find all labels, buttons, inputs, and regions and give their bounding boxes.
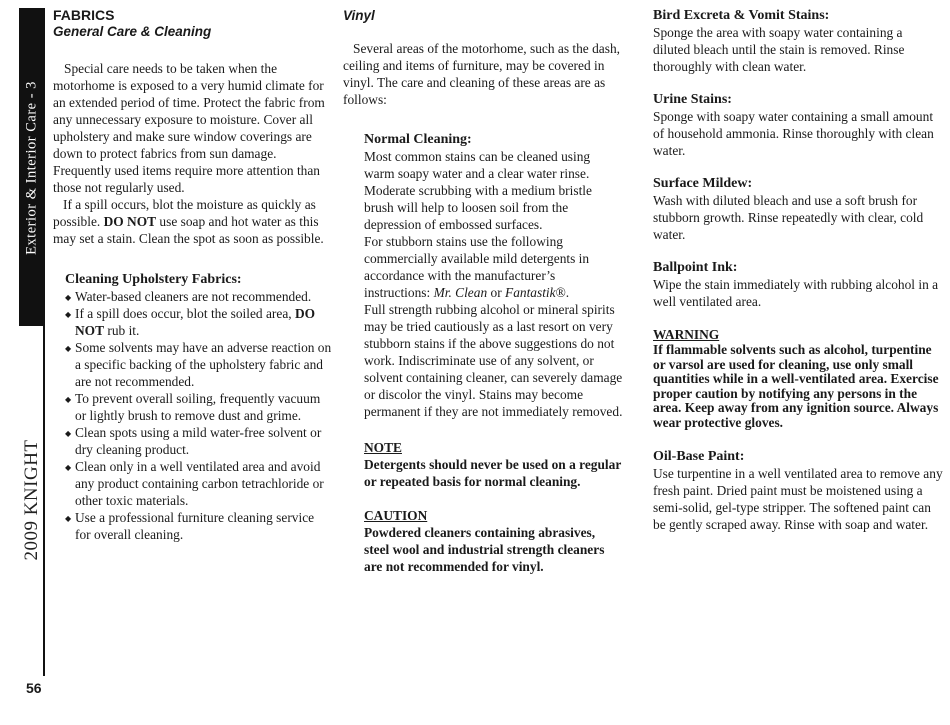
column-vinyl — [343, 7, 623, 575]
page-number: 56 — [26, 680, 42, 696]
subheading: Bird Excreta & Vomit Stains: — [653, 8, 830, 23]
paragraph — [53, 196, 333, 247]
list-item: ◆ Some solvents may have an adverse reaction on a specific backing of the upholstery fabric and are not recommended. — [53, 339, 333, 390]
paragraph — [364, 233, 623, 301]
paragraph: Special care needs to be taken when the motorhome is exposed to a very humid climate for an extended period of time. Protect the fabric from any unnecessary exposure to moisture. Cover all upholstery and make sure window coverings are down to protect fabrics from sun damage. Frequently used items require more attention than those not regularly used. — [53, 61, 325, 195]
list-item: ◆ Water-based cleaners are not recommended. — [53, 288, 333, 305]
subheading: Cleaning Upholstery Fabrics: — [65, 272, 242, 287]
text-run: or — [490, 285, 502, 300]
list-item: ◆ Use a professional furniture cleaning service for overall cleaning. — [53, 509, 333, 543]
list-item: ◆ To prevent overall soiling, frequently vacuum or lightly brush to remove dust and grime. — [53, 390, 333, 424]
column-fabrics — [53, 7, 333, 543]
paragraph: Sponge with soapy water containing a small amount of household ammonia. Rinse thoroughly with clean water. — [653, 109, 934, 158]
paragraph: Several areas of the motorhome, such as the dash, ceiling and items of furniture, may be covered in vinyl. The care and cleaning of these areas are as follows: — [343, 41, 620, 107]
text-run: For stubborn stains use the following commercially available mild detergents in accordance with the manufacturer’s instructions: — [364, 234, 590, 300]
bullet-list — [53, 288, 333, 543]
text-run: rub it. — [107, 323, 140, 338]
brand-label: 2009 KNIGHT — [21, 439, 42, 561]
paragraph: Most common stains can be cleaned using warm soapy water and a clear water rinse. Moderate scrubbing with a medium bristle brush will help to loosen soil from the depression of embossed surfaces. — [364, 149, 592, 232]
paragraph: Use turpentine in a well ventilated area to remove any fresh paint. Dried paint must be moistened using a semi-solid, gel-type stripper. The softened paint can be gently scraped away. Rinse with soap and water. — [653, 466, 943, 532]
paragraph: Sponge the area with soapy water containing a diluted bleach until the stain is removed. Rinse thoroughly with clean water. — [653, 25, 905, 74]
section-subtitle: General Care & Cleaning — [53, 24, 212, 39]
text-run: If a spill occurs, blot the moisture as quickly as possible. — [53, 197, 316, 229]
paragraph: Wipe the stain immediately with rubbing alcohol in a well ventilated area. — [653, 277, 939, 309]
emphasis: DO NOT — [103, 214, 157, 229]
caution-text: Powdered cleaners containing abrasives, steel wool and industrial strength cleaners are not recommended for vinyl. — [364, 525, 605, 574]
brand-name: Fantastik — [505, 285, 556, 300]
list-item — [53, 305, 333, 339]
subheading: Surface Mildew: — [653, 176, 753, 191]
paragraph: Wash with diluted bleach and use a soft brush for stubborn growth. Rinse repeatedly with clear, cold water. — [653, 193, 924, 242]
side-rule — [43, 326, 45, 676]
note-label: NOTE — [364, 440, 402, 455]
subheading: Urine Stains: — [653, 92, 732, 107]
section-title: Vinyl — [343, 8, 375, 23]
caution-label: CAUTION — [364, 508, 428, 523]
list-item: ◆ Clean spots using a mild water-free solvent or dry cleaning product. — [53, 424, 333, 458]
warning-text: If flammable solvents such as alcohol, turpentine or varsol are used for cleaning, use only small quantities while in a well-ventilated area. Exercise proper caution by notifying any persons in the area. Keep away from any ignition source. Always wear protective gloves. — [653, 342, 939, 430]
list-item: ◆ Clean only in a well ventilated area and avoid any product containing carbon tetrachloride or other toxic materials. — [53, 458, 333, 509]
text-run: If a spill does occur, blot the soiled area, — [75, 306, 292, 321]
subheading: Oil-Base Paint: — [653, 449, 745, 464]
text-run: ®. — [555, 285, 570, 300]
subheading: Ballpoint Ink: — [653, 260, 738, 275]
text-run: use soap and hot water as this may set a stain. Clean the spot as soon as possible. — [53, 214, 324, 246]
section-title: FABRICS — [53, 7, 115, 23]
paragraph: Full strength rubbing alcohol or mineral spirits may be tried cautiously as a last resort on very stubborn stains if the above suggestions do not work. Indiscriminate use of any solvent, or solvent containing cleaner, can severely damage or discolor the vinyl. Stains may become permanent if they are not immediately removed. — [364, 302, 623, 419]
vinyl-body — [343, 131, 623, 575]
emphasis: DO NOT — [75, 306, 316, 338]
brand-name: Mr. Clean — [433, 285, 488, 300]
chapter-tab-label: Exterior & Interior Care - 3 — [23, 81, 40, 255]
subheading: Normal Cleaning: — [364, 132, 472, 147]
note-text: Detergents should never be used on a regular or repeated basis for normal cleaning. — [364, 457, 622, 489]
warning-label: WARNING — [653, 327, 720, 342]
column-stains — [653, 7, 943, 533]
